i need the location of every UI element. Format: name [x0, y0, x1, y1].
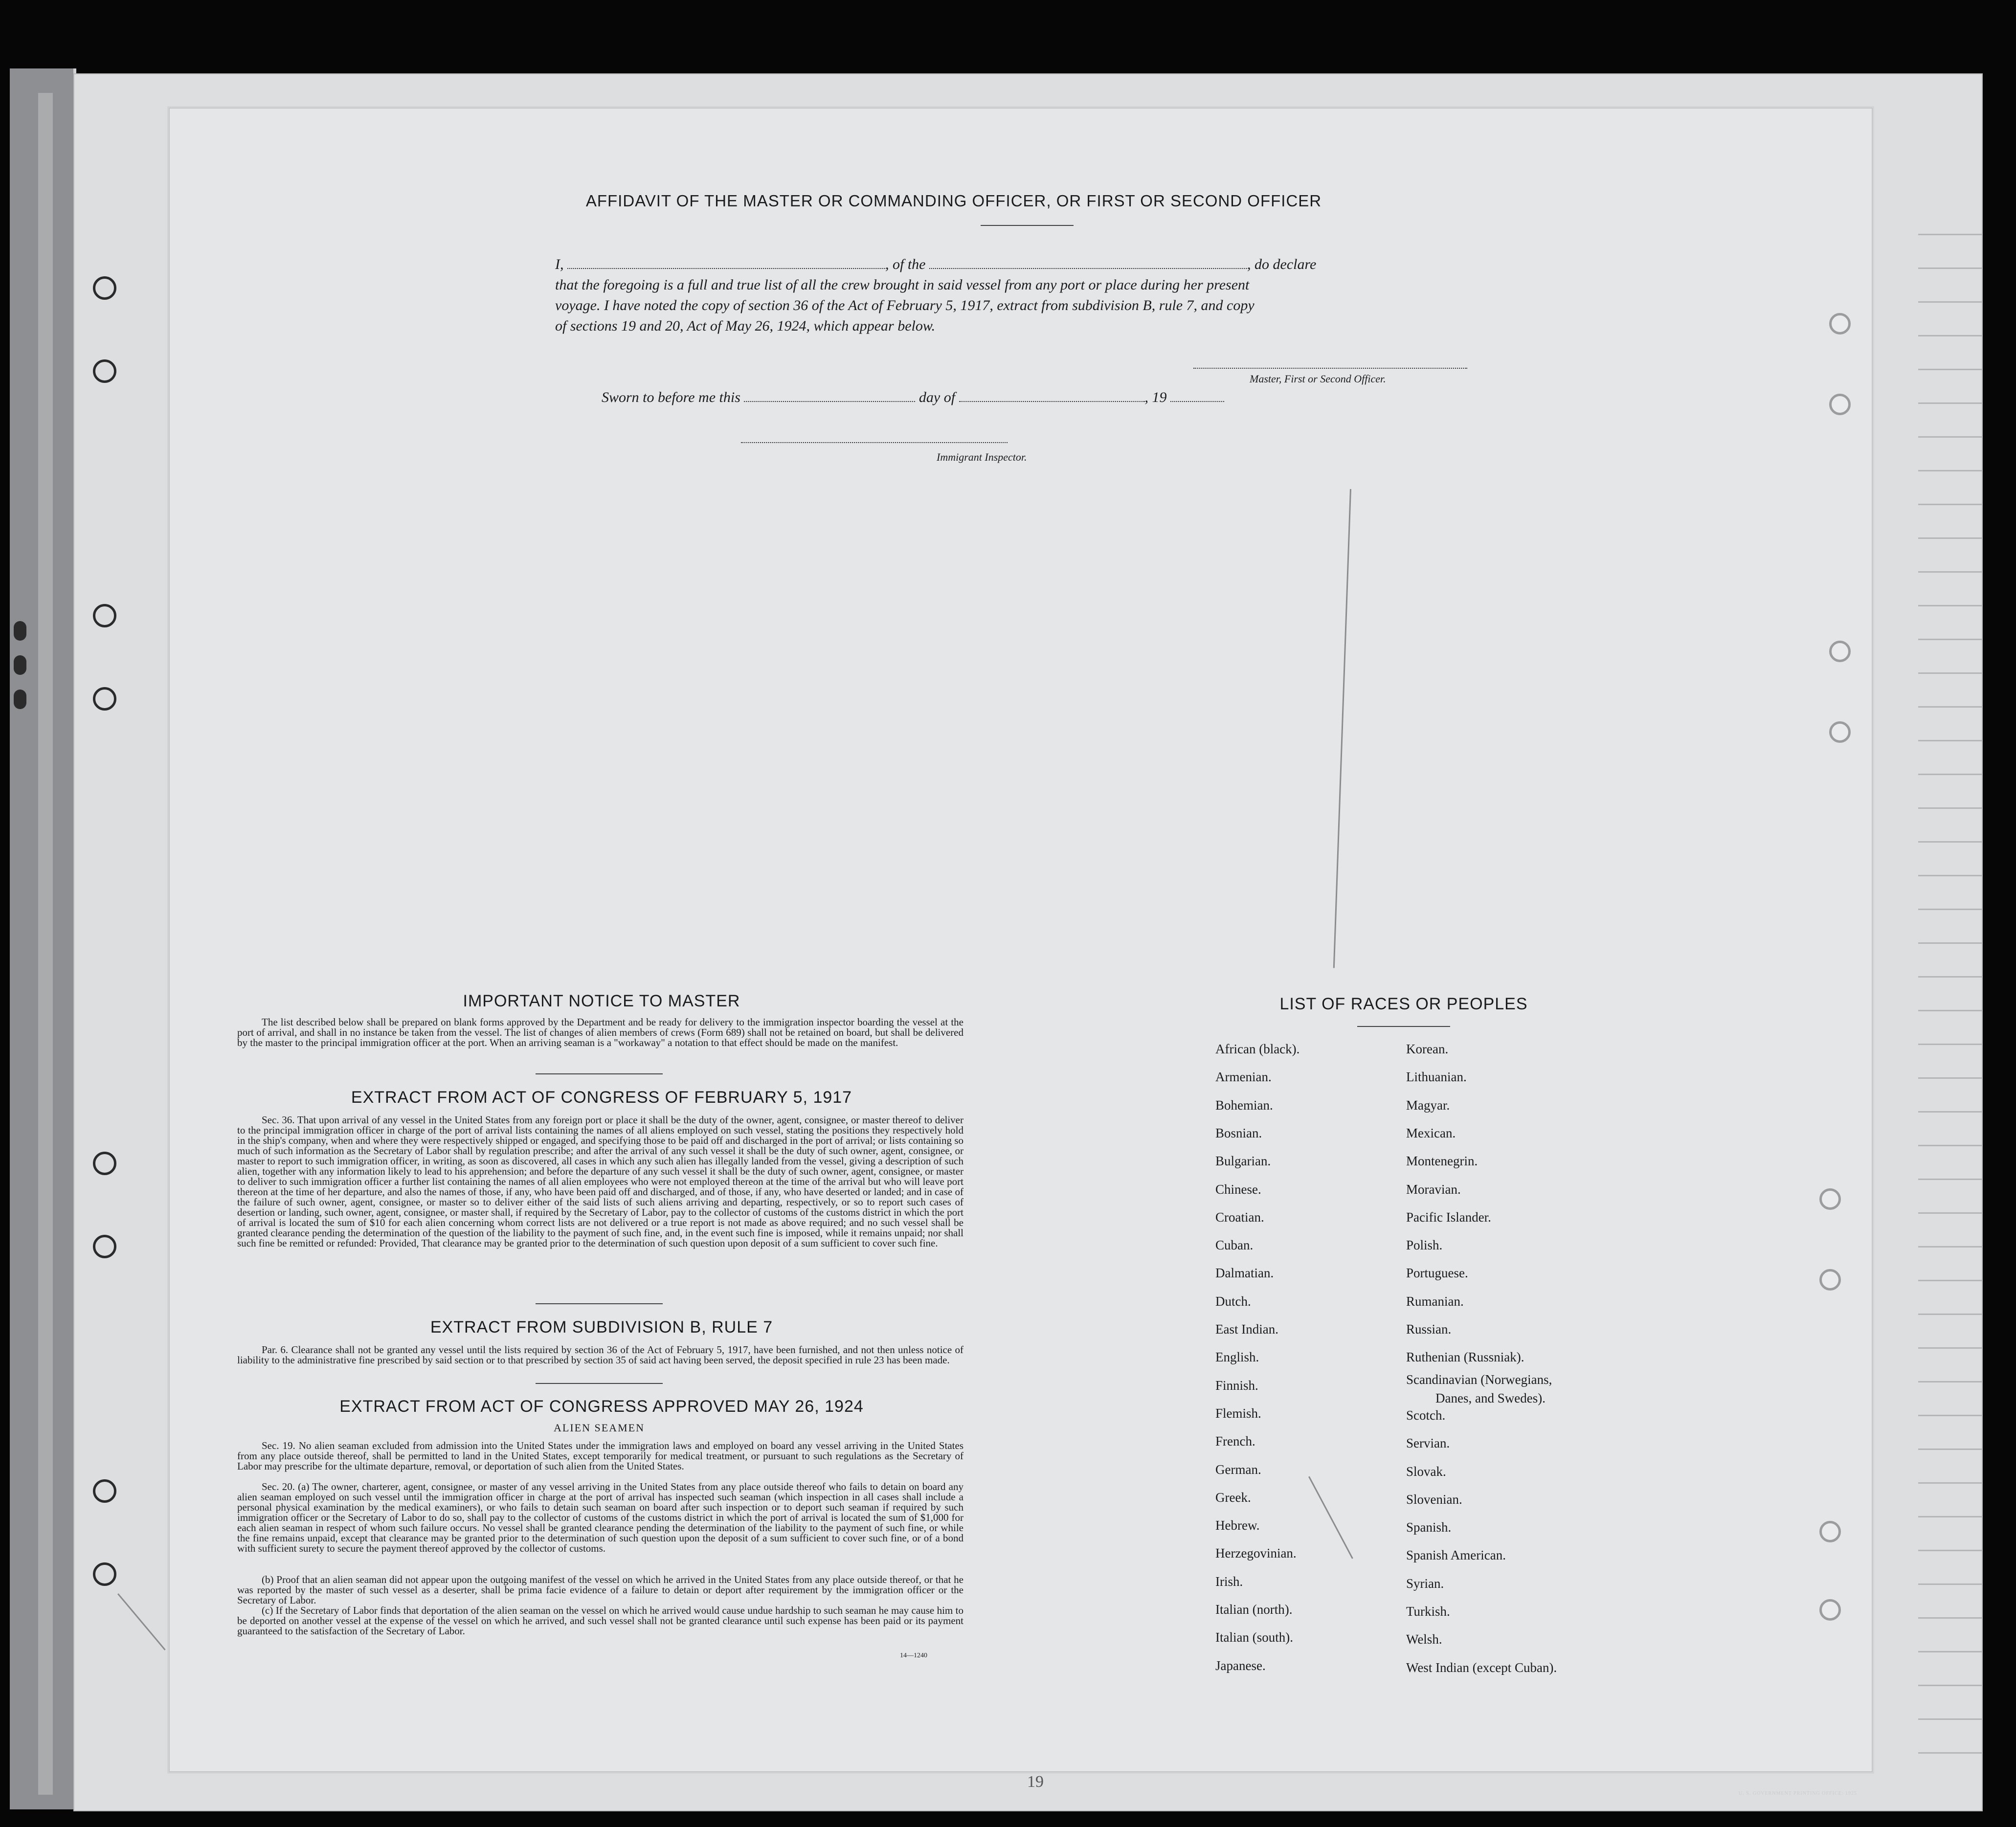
race-item: Dutch. — [1215, 1294, 1251, 1309]
sworn-year-blank[interactable] — [1170, 399, 1224, 402]
race-item: West Indian (except Cuban). — [1406, 1660, 1557, 1675]
race-item: Syrian. — [1406, 1576, 1444, 1591]
race-item: East Indian. — [1215, 1322, 1278, 1337]
race-item: Russian. — [1406, 1322, 1452, 1337]
race-item: Portuguese. — [1406, 1266, 1468, 1280]
race-item: Welsh. — [1406, 1632, 1442, 1647]
affidavit-body-2: voyage. I have noted the copy of section 36 of the Act of February 5, 1917, extract from subdivision B, rule 7, and copy — [555, 297, 1254, 313]
notice-title: IMPORTANT NOTICE TO MASTER — [463, 992, 740, 1010]
sec-19-text: Sec. 19. No alien seaman excluded from admission into the United States under the immigration laws and employed on board any vessel arriving in the United States from any place outside thereof, shall be permitted to land in the United States, except temporarily for medical treatment, or pursuant to such regulations as the Secretary of Labor may prescribe for the ultimate departure, removal, or deportation of such alien from the United States. — [237, 1440, 963, 1472]
race-item: Cuban. — [1215, 1238, 1254, 1252]
race-item: Irish. — [1215, 1574, 1243, 1589]
affidavit-title: AFFIDAVIT OF THE MASTER OR COMMANDING OFFICER, OR FIRST OR SECOND OFFICER — [585, 192, 1322, 210]
race-item: Turkish. — [1406, 1604, 1450, 1619]
affidavit-of-the: , of the — [885, 256, 926, 272]
race-item: Chinese. — [1215, 1182, 1261, 1197]
race-item: Moravian. — [1406, 1182, 1461, 1197]
printer-note: U. S. GOVERNMENT PRINTING OFFICE: 1925 — [1739, 1791, 1857, 1796]
sworn-day-of: day of — [918, 389, 956, 405]
bottom-mark: 19 — [1027, 1773, 1044, 1791]
extract-1917-title: EXTRACT FROM ACT OF CONGRESS OF FEBRUARY 5, 1917 — [351, 1088, 852, 1107]
binder-clip — [14, 621, 26, 641]
form-number: 14—1240 — [900, 1652, 927, 1659]
sec-20b-text: (b) Proof that an alien seaman did not appear upon the outgoing manifest of the vessel on which he arrived in the United States from any place outside thereof, or that he was reported by the master of such vessel as a deserter, shall be prima facie evidence of a failure to detain or deport after requirement by the immigration officer or the Secretary of Labor. — [237, 1574, 963, 1606]
inspector-signature-blank[interactable] — [741, 440, 1008, 443]
section-rule — [536, 1073, 663, 1074]
race-item: Bulgarian. — [1215, 1154, 1271, 1168]
binder-hole — [93, 1479, 116, 1503]
affidavit-body-3: of sections 19 and 20, Act of May 26, 1924, which appear below. — [555, 318, 936, 334]
section-rule — [536, 1303, 663, 1304]
notice-text: The list described below shall be prepared on blank forms approved by the Department and be ready for delivery to the immigration inspector boarding the vessel at the port of arrival, and shall in no instance be taken from the vessel. The list of changes of alien members of crews (Form 689) shall not be retained on board, but shall be delivered by the master to the principal immigration officer at the port. When an arriving seaman is a "workaway" a notation to that effect should be made on the manifest. — [237, 1016, 963, 1048]
binder-hole — [1819, 1521, 1841, 1542]
binder-hole — [93, 1235, 116, 1258]
race-item: Greek. — [1215, 1490, 1251, 1505]
race-item: Magyar. — [1406, 1098, 1450, 1113]
race-item: Spanish American. — [1406, 1548, 1506, 1562]
affidavit-line-1 — [555, 254, 1509, 275]
race-item: Rumanian. — [1406, 1294, 1464, 1309]
race-item: Pacific Islander. — [1406, 1210, 1491, 1225]
binder-hole — [93, 687, 116, 711]
races-title: LIST OF RACES OR PEOPLES — [1279, 995, 1528, 1013]
sworn-month-blank[interactable] — [959, 399, 1145, 402]
binder-hole — [1819, 1269, 1841, 1291]
race-item: Ruthenian (Russniak). — [1406, 1350, 1524, 1364]
title-rule — [981, 225, 1074, 226]
race-item: Japanese. — [1215, 1658, 1266, 1673]
race-item: Hebrew. — [1215, 1518, 1260, 1533]
binder-hole — [93, 1562, 116, 1586]
extract-rule7-title: EXTRACT FROM SUBDIVISION B, RULE 7 — [430, 1318, 773, 1337]
race-item: Croatian. — [1215, 1210, 1264, 1225]
race-item: Italian (south). — [1215, 1630, 1293, 1645]
race-item: Bosnian. — [1215, 1126, 1262, 1140]
race-item: Italian (north). — [1215, 1602, 1293, 1617]
affidavit-body-1: that the foregoing is a full and true list of all the crew brought in said vessel from any port or place during her present — [555, 277, 1250, 293]
sworn-text: Sworn to before me this — [602, 389, 740, 405]
race-item: Servian. — [1406, 1436, 1450, 1450]
extract-rule7-text: Par. 6. Clearance shall not be granted any vessel until the lists required by section 36 of the Act of February 5, 1917, have been furnished, and not then unless notice of liability to the administrative fine prescribed by said section or to that prescribed by section 35 of said act having been served, the deposit specified in rule 23 has been made. — [237, 1344, 963, 1366]
race-item: Montenegrin. — [1406, 1154, 1478, 1168]
sec-20c-text: (c) If the Secretary of Labor finds that deportation of the alien seaman on the vessel on which he arrived would cause undue hardship to such seaman he may cause him to be deported on another vessel at the expense of the vessel on which he arrived, and such vessel shall not be granted clearance until such expense has been paid or its payment guaranteed to the satisfaction of the Secretary of Labor. — [237, 1604, 963, 1637]
binder-hole — [93, 276, 116, 300]
binder-hole — [1819, 1188, 1841, 1210]
binder-hole — [93, 1152, 116, 1175]
extract-1924-title: EXTRACT FROM ACT OF CONGRESS APPROVED MAY 26, 1924 — [339, 1397, 864, 1416]
race-item: Danes, and Swedes). — [1435, 1391, 1546, 1405]
sec-20a-text: Sec. 20. (a) The owner, charterer, agent, consignee, or master of any vessel arriving in the United States from any place outside thereof who fails to detain on board any alien seaman employed on such vessel until the immigration officer in charge at the port of arrival has inspected such seaman (which inspection in all cases shall include a personal physical examination by the medical examiners), or who fails to detain such seaman on board after such inspection or to deport such seaman if required by such immigration officer or the Secretary of Labor to do so, shall pay to the collector of customs of the customs district in which the port of arrival is located the sum of $1,000 for each alien seaman in respect of whom such failure occurs. No vessel shall be granted clearance pending the determination of the liability to the payment of such fine, or while the fine remains unpaid, except that clearance may be granted prior to the determination of such question upon the deposit of a sum sufficient to cover such fine, or of a bond with sufficient surety to secure the payment thereof approved by the collector of customs. — [237, 1481, 963, 1554]
race-item: Mexican. — [1406, 1126, 1456, 1140]
race-item: Spanish. — [1406, 1520, 1452, 1535]
sworn-year: , 19 — [1144, 389, 1167, 405]
race-item: German. — [1215, 1462, 1261, 1477]
race-item: Armenian. — [1215, 1069, 1272, 1084]
master-signature-label: Master, First or Second Officer. — [1250, 373, 1386, 385]
race-item: Flemish. — [1215, 1406, 1261, 1421]
name-blank[interactable] — [567, 266, 885, 269]
inspector-label: Immigrant Inspector. — [937, 451, 1027, 463]
race-item: Slovenian. — [1406, 1492, 1462, 1507]
binder-hole — [1819, 1599, 1841, 1621]
master-signature-blank[interactable] — [1193, 366, 1467, 369]
binder-clip — [14, 690, 26, 709]
race-item: Scandinavian (Norwegians, — [1406, 1372, 1552, 1387]
binder-stripe — [38, 93, 53, 1795]
race-item: Slovak. — [1406, 1464, 1446, 1479]
binder-hole — [93, 604, 116, 627]
race-item: French. — [1215, 1434, 1255, 1448]
affidavit-i: I, — [555, 256, 564, 272]
affidavit-do-declare: , do declare — [1247, 256, 1317, 272]
races-rule — [1357, 1026, 1450, 1027]
race-item: Finnish. — [1215, 1378, 1258, 1393]
binder-hole — [1829, 641, 1851, 662]
race-item: Herzegovinian. — [1215, 1546, 1297, 1560]
race-item: Dalmatian. — [1215, 1266, 1274, 1280]
alien-seamen-subtitle: ALIEN SEAMEN — [554, 1422, 645, 1434]
binder-hole — [93, 359, 116, 383]
binder-hole — [1829, 394, 1851, 415]
race-item: Korean. — [1406, 1042, 1449, 1056]
extract-1917-text: Sec. 36. That upon arrival of any vessel in the United States from any foreign port or place it shall be the duty of the owner, agent, consignee, or master thereof to deliver to the principal immigration officer in charge of the port of arrival lists containing the names of all aliens employed on such vessel, stating the positions they respectively hold in the ship's company, when and where they were respectively shipped or engaged, and specifying those to be paid off and discharged in the port of arrival; or lists containing so much of such information as the Secretary of Labor shall by regulation prescribe; and after the arrival of any such vessel it shall be the duty of such owner, agent, consignee, or master to report to such immigration officer, in writing, as soon as discovered, all cases in which any such alien has illegally landed from the vessel, giving a description of such alien, together with any information likely to lead to his apprehension; and before the departure of any such vessel it shall be the duty of such owner, agent, consignee, or master to deliver to such immigration officer a further list containing the names of all alien employees who were not employed thereon at the time of the arrival but who will leave port thereon at the time of her departure, and also the names of those, if any, who have been paid off and discharged, and of those, if any, who have deserted or landed; and in case of the failure of such owner, agent, consignee, or master so to deliver either of the said lists of such aliens arriving and departing, respectively, or so to report such cases of desertion or landing, such owner, agent, consignee, or master shall, if required by the Secretary of Labor, pay to the collector of customs of the customs district in which the port of arrival is located the sum of $10 for each alien concerning whom correct lists are not delivered or a true report is not made as above required; and no such vessel shall be granted clearance pending the determination of the question of the liability to the payment of such fine, and, in the event such fine is imposed, while it remains unpaid; nor shall such fine be remitted or refunded: Provided, That clearance may be granted prior to the determination of such question upon deposit of a sum sufficient to cover such fine. — [237, 1114, 963, 1249]
sworn-day-blank[interactable] — [744, 399, 915, 402]
section-rule — [536, 1383, 663, 1384]
binder-clip — [14, 655, 26, 675]
sworn-line — [602, 387, 1286, 408]
binder-hole — [1829, 313, 1851, 334]
race-item: English. — [1215, 1350, 1259, 1364]
binder-hole — [1829, 721, 1851, 743]
race-item: Lithuanian. — [1406, 1069, 1467, 1084]
race-item: Scotch. — [1406, 1408, 1446, 1423]
race-item: Bohemian. — [1215, 1098, 1273, 1113]
race-item: African (black). — [1215, 1042, 1300, 1056]
vessel-blank[interactable] — [929, 266, 1247, 269]
race-item: Polish. — [1406, 1238, 1443, 1252]
